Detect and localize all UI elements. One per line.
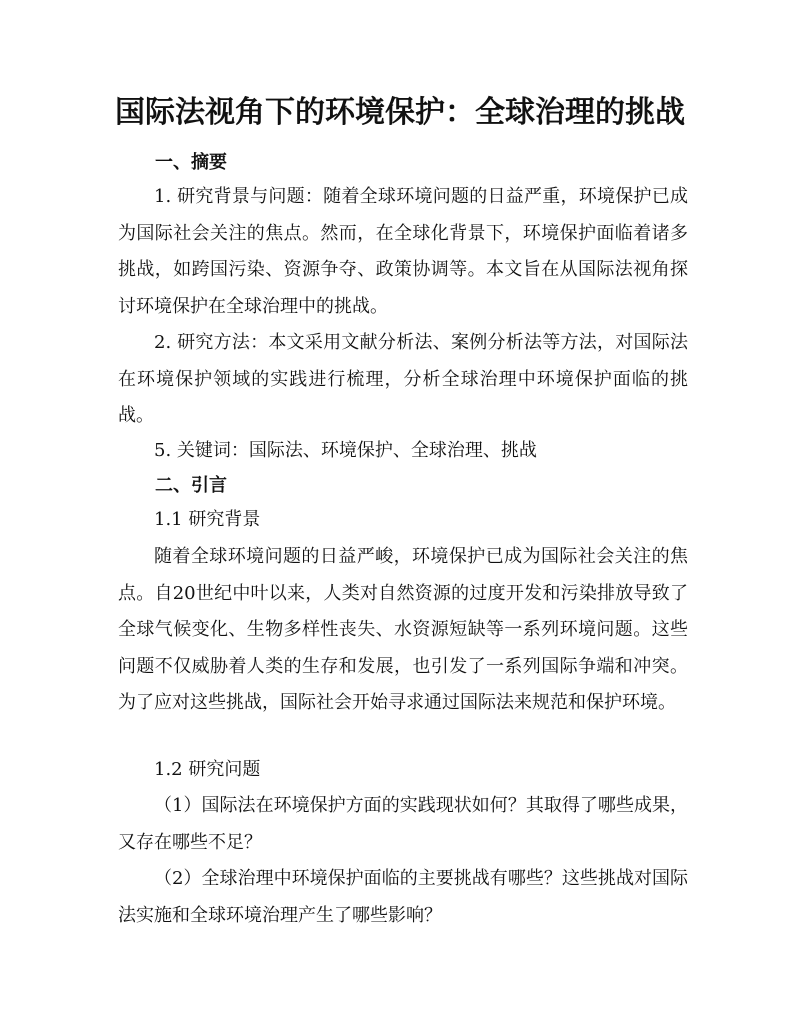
abstract-keywords: 5. 关键词：国际法、环境保护、全球治理、挑战 (154, 440, 537, 461)
intro-subheading-background: 1.1 研究背景 (154, 509, 261, 530)
intro-subheading-questions: 1.2 研究问题 (154, 759, 261, 780)
page-title: 国际法视角下的环境保护：全球治理的挑战 (115, 95, 685, 130)
abstract-paragraph-2: 2. 研究方法：本文采用文献分析法、案例分析法等方法，对国际法在环境保护领域的实践进行梳理，分析全球治理中环境保护面临的挑战。 (118, 332, 688, 426)
intro-heading: 二、引言 (155, 475, 227, 496)
intro-paragraph-background: 随着全球环境问题的日益严峻，环境保护已成为国际社会关注的焦点。自20世纪中叶以来，人类对自然资源的过度开发和污染排放导致了全球气候变化、生物多样性丧失、水资源短缺等一系列环境问题。这些问题不仅威胁着人类的生存和发展，也引发了一系列国际争端和冲突。为了应对这些挑战，国际社会开始寻求通过国际法来规范和保护环境。 (118, 546, 688, 713)
abstract-paragraph-1: 1. 研究背景与问题：随着全球环境问题的日益严重，环境保护已成为国际社会关注的焦点。然而，在全球化背景下，环境保护面临着诸多挑战，如跨国污染、资源争夺、政策协调等。本文旨在从国际法视角探讨环境保护在全球治理中的挑战。 (118, 186, 688, 317)
abstract-heading: 一、摘要 (155, 152, 227, 173)
intro-question-1: （1）国际法在环境保护方面的实践现状如何？其取得了哪些成果，又存在哪些不足？ (118, 795, 688, 853)
intro-question-2: （2）全球治理中环境保护面临的主要挑战有哪些？这些挑战对国际法实施和全球环境治理产生了哪些影响？ (118, 868, 688, 926)
